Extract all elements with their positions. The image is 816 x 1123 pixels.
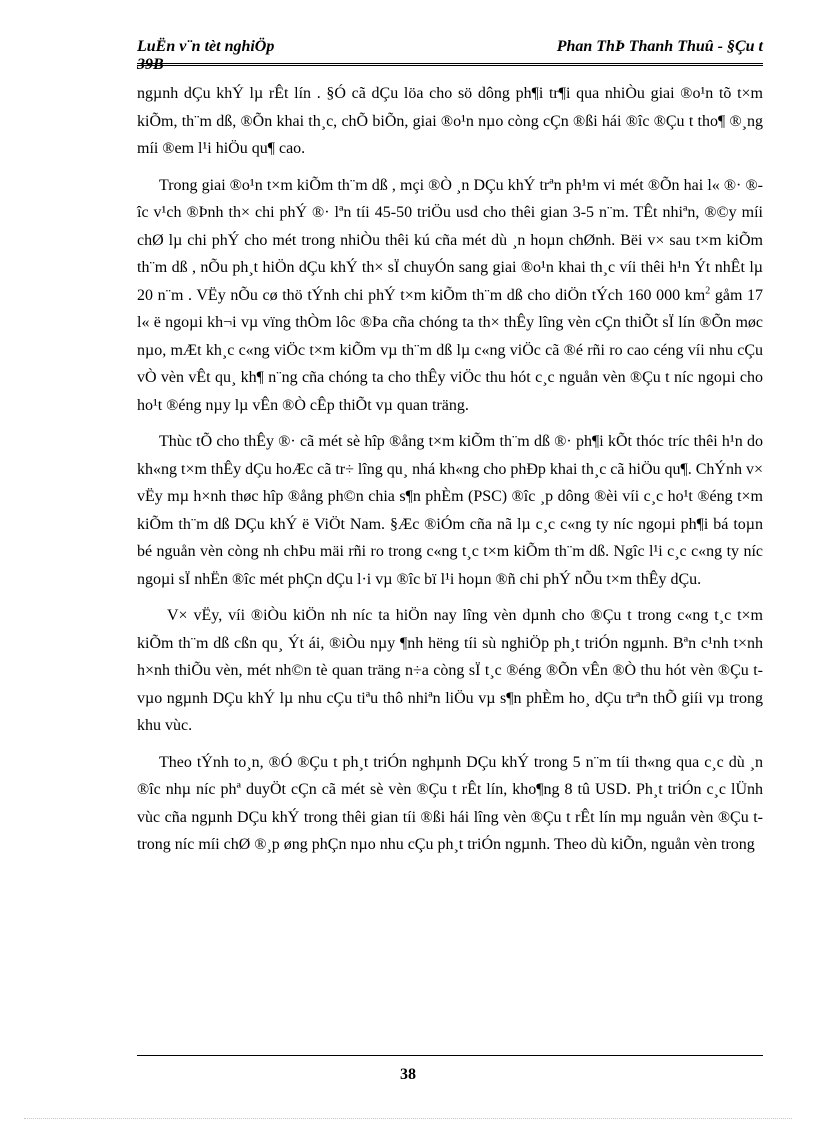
body-text [137, 80, 763, 868]
page-number: 38 [400, 1066, 416, 1083]
footer-rule [137, 1055, 763, 1056]
page-edge-divider [24, 1118, 792, 1119]
area-unit-superscript: 2 [705, 285, 711, 297]
header-rule-double [137, 65, 763, 66]
header-class-code: 39B [137, 56, 164, 73]
running-header [137, 38, 763, 80]
header-author: Phan ThÞ Thanh Thuû - §Çu t [556, 38, 763, 55]
paragraph-3: Thùc tÕ cho thÊy ®· cã mét sè hîp ®ång t×m kiÕm th¨m dß ®· ph¶i kÕt thóc tríc thêi h¹n do kh«ng t×m thÊy dÇu hoÆc cã tr÷ lîng qu¸ nhá kh«ng cho phÐp khai th¸c cã hiÖu qu¶. ChÝnh v× vËy mµ h×nh thøc hîp ®ång ph©n chia s¶n phÈm (PSC) ®îc ¸p dông ®èi víi c¸c ho¹t ®éng t×m kiÕm th¨m dß DÇu khÝ ë ViÖt Nam. §Æc ®iÓm cña nã lµ c¸c c«ng ty níc ngoµi ph¶i bá toµn bé nguån vèn còng nh chÞu mäi rñi ro trong c«ng t¸c t×m kiÕm th¨m dß. Ngîc l¹i c¸c c«ng ty níc ngoµi sÏ nhËn ®îc mét phÇn dÇu l·i vµ ®îc bï l¹i hoµn ®ñ chi phÝ nÕu t×m thÊy dÇu. [137, 433, 763, 588]
paragraph-1: ngµnh dÇu khÝ lµ rÊt lín . §Ó cã dÇu löa cho sö dông ph¶i tr¶i qua nhiÒu giai ®o¹n tõ t×m kiÕm, th¨m dß, ®Õn khai th¸c, chÕ biÕn, giai ®o¹n nµo còng cÇn ®ßi hái ®îc ®Çu t tho¶ ®¸ng míi ®em l¹i hiÖu qu¶ cao. [137, 85, 763, 157]
paragraph-2-continuation: gåm 17 l« ë ngoµi kh¬i vµ vïng thÒm lôc ®Þa cña chóng ta th× thÊy lîng vèn cÇn thiÕt sÏ lín ®Õn møc nµo, mÆt kh¸c c«ng viÖc t×m kiÕm vµ th¨m dß lµ c«ng viÖc cã ®é rñi ro cao céng víi nhu cÇu vÒ vèn vÊt qu¸ kh¶ n¨ng cña chóng ta cho thÊy viÖc thu hót c¸c nguån vèn ®Çu t níc ngoµi cho ho¹t ®éng nµy lµ vÊn ®Ò cÊp thiÕt vµ quan träng. [137, 286, 764, 414]
header-rule [137, 63, 763, 64]
paragraph-5: Theo tÝnh to¸n, ®Ó ®Çu t ph¸t triÓn nghµnh DÇu khÝ trong 5 n¨m tíi th«ng qua c¸c dù ¸n ®îc nhµ níc phª duyÖt cÇn cã mét sè vèn ®Çu t rÊt lín, kho¶ng 8 tû USD. Ph¸t triÓn c¸c lÜnh vùc cña ngµnh DÇu khÝ trong thêi gian tíi ®ßi hái lîng vèn ®Çu t rÊt lín mµ nguån vèn ®Çu t trong níc míi chØ ®¸p øng phÇn nµo nhu cÇu ph¸t triÓn ngµnh. Theo dù kiÕn, nguån vèn trong [137, 753, 763, 853]
paragraph-4: V× vËy, víi ®iÒu kiÖn nh níc ta hiÖn nay lîng vèn dµnh cho ®Çu t trong c«ng t¸c t×m kiÕm th¨m dß cßn qu¸ Ýt ái, ®iÒu nµy ¶nh hëng tíi sù nghiÖp ph¸t triÓn ngµnh. Bªn c¹nh t×nh h×nh thiÕu vèn, mét nh©n tè quan träng n÷a còng sÏ t¸c ®éng ®Õn vÊn ®Ò thu hót vèn ®Çu t vµo ngµnh DÇu khÝ lµ nhu cÇu tiªu thô nhiªn liÖu vµ s¶n phÈm ho¸ dÇu trªn thÕ giíi vµ trong khu vùc. [137, 607, 763, 734]
paragraph-2 [137, 172, 763, 420]
header-thesis-title: LuËn v¨n tèt nghiÖp [137, 38, 275, 55]
paragraph-2-text: Trong giai ®o¹n t×m kiÕm th¨m dß , mçi ®Ò ¸n DÇu khÝ trªn ph¹m vi mét ®Õn hai l« ®· ®îc v¹ch ®Þnh th× chi phÝ ®· lªn tíi 45-50 triÖu usd cho thêi gian 3-5 n¨m. TÊt nhiªn, ®©y míi chØ lµ chi phÝ cho mét trong nhiÒu thêi kú cña mét dù ¸n hoµn chØnh. Bëi v× sau t×m kiÕm th¨m dß , nÕu ph¸t hiÖn dÇu khÝ th× sÏ chuyÓn sang giai ®o¹n khai th¸c víi thêi h¹n Ýt nhÊt lµ 20 n¨m . VËy nÕu cø thö tÝnh chi phÝ t×m kiÕm th¨m dß cho diÖn tÝch 160 000 km [137, 176, 763, 304]
